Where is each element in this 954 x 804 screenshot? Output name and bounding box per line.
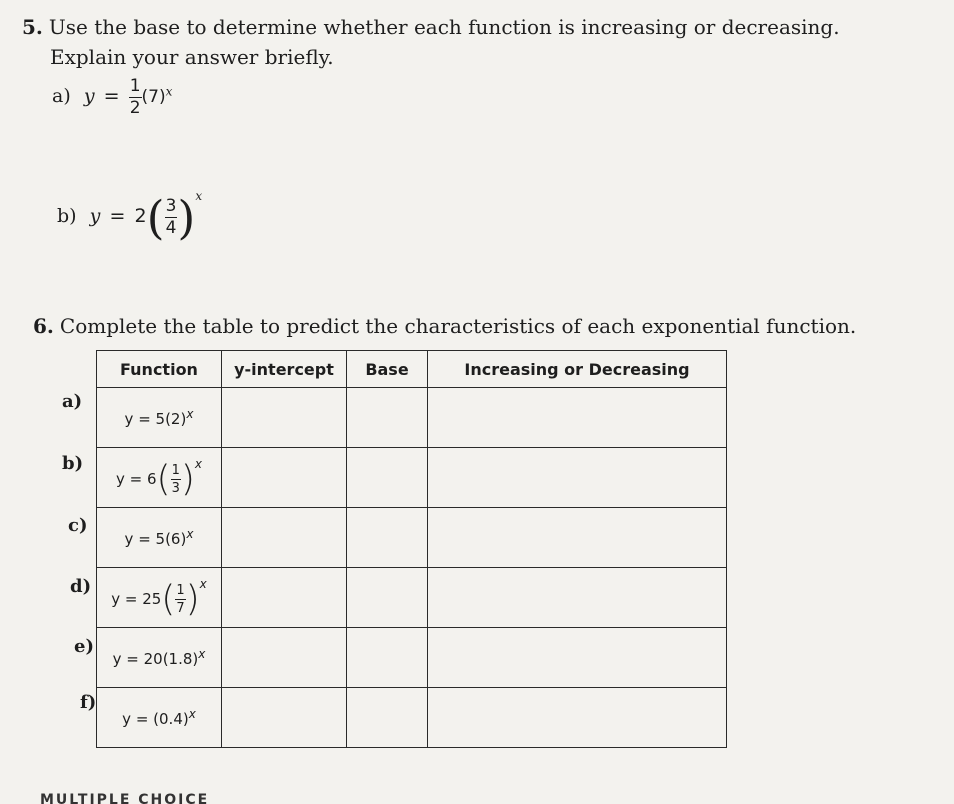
- base-input-f[interactable]: [347, 688, 428, 748]
- function-cell-b: [97, 448, 222, 508]
- q5b-fraction: [165, 198, 178, 237]
- y-intercept-input-f[interactable]: [222, 688, 347, 748]
- function-e-exponent: x: [198, 647, 206, 661]
- function-c-text: y = 5(6): [124, 530, 187, 548]
- function-c-exponent: x: [186, 527, 194, 541]
- q5a: [52, 78, 172, 117]
- trend-input-c[interactable]: [428, 508, 727, 568]
- q5b-numerator: 3: [165, 196, 177, 216]
- q5a-eq: =: [103, 85, 120, 107]
- trend-input-a[interactable]: [428, 388, 727, 448]
- q5a-label: a): [52, 85, 71, 107]
- q5b-coefficient: 2: [134, 205, 147, 227]
- table-row: [97, 388, 727, 448]
- function-f-text: y = (0.4): [122, 710, 189, 728]
- y-intercept-input-c[interactable]: [222, 508, 347, 568]
- q5b-label: b): [57, 205, 77, 227]
- function-cell-e: [97, 628, 222, 688]
- q5a-exponent: x: [165, 84, 173, 99]
- y-intercept-input-e[interactable]: [222, 628, 347, 688]
- header-base: Base: [347, 351, 428, 388]
- table-row: [97, 568, 727, 628]
- table-row: [97, 688, 727, 748]
- function-a-text: y = 5(2): [124, 410, 187, 428]
- base-input-c[interactable]: [347, 508, 428, 568]
- q5b-right-paren: ): [177, 190, 196, 245]
- row-label-f: f): [80, 692, 97, 713]
- q5a-base: (7): [141, 87, 166, 107]
- header-y-intercept: y-intercept: [222, 351, 347, 388]
- row-label-b: b): [62, 453, 84, 474]
- function-cell-d: [97, 568, 222, 628]
- header-increasing-decreasing: Increasing or Decreasing: [428, 351, 727, 388]
- function-d-right-paren: ): [185, 578, 200, 620]
- y-intercept-input-b[interactable]: [222, 448, 347, 508]
- row-label-d: d): [70, 576, 92, 597]
- trend-input-d[interactable]: [428, 568, 727, 628]
- table-row: [97, 628, 727, 688]
- base-input-e[interactable]: [347, 628, 428, 688]
- function-cell-c: [97, 508, 222, 568]
- q5a-numerator: 1: [129, 76, 141, 96]
- q5a-denominator: 2: [129, 98, 141, 118]
- function-b-denominator: 3: [171, 481, 180, 497]
- function-d-denominator: 7: [176, 601, 185, 617]
- function-b-exponent: x: [194, 457, 202, 472]
- function-d-text: y = 25: [111, 590, 162, 609]
- base-input-b[interactable]: [347, 448, 428, 508]
- q5-text-line2: Explain your answer briefly.: [50, 45, 334, 69]
- function-b-text: y = 6: [115, 470, 157, 489]
- header-function: Function: [97, 351, 222, 388]
- base-input-a[interactable]: [347, 388, 428, 448]
- function-e-text: y = 20(1.8): [112, 650, 199, 668]
- q6-line: [33, 311, 856, 341]
- function-cell-f: [97, 688, 222, 748]
- next-section-heading-cut: MULTIPLE CHOICE: [40, 792, 210, 804]
- row-label-a: a): [62, 391, 83, 412]
- function-b-right-paren: ): [180, 458, 195, 500]
- trend-input-b[interactable]: [428, 448, 727, 508]
- q5-text-line1: Use the base to determine whether each function is increasing or decreasing.: [48, 15, 840, 39]
- q5b-left-paren: (: [146, 190, 165, 245]
- q6-number: 6.: [33, 314, 54, 338]
- q5b-denominator: 4: [165, 218, 177, 238]
- table-header-row: [97, 351, 727, 388]
- q5-line1: [22, 12, 840, 42]
- q5-number: 5.: [22, 15, 43, 39]
- y-intercept-input-a[interactable]: [222, 388, 347, 448]
- function-f-exponent: x: [188, 707, 196, 721]
- function-b-left-paren: (: [156, 458, 171, 500]
- q6-text: Complete the table to predict the characteristics of each exponential function.: [59, 314, 857, 338]
- q5b-eq: =: [109, 205, 126, 227]
- function-d-fraction: [175, 584, 185, 615]
- function-b-fraction: [171, 464, 181, 495]
- q5b: [57, 189, 203, 245]
- y-intercept-input-d[interactable]: [222, 568, 347, 628]
- trend-input-e[interactable]: [428, 628, 727, 688]
- table-row: [97, 508, 727, 568]
- row-label-e: e): [74, 636, 94, 657]
- function-cell-a: [97, 388, 222, 448]
- table-row: [97, 448, 727, 508]
- q5a-fraction: [129, 78, 142, 117]
- q5b-y: y: [89, 205, 101, 227]
- characteristics-table: [96, 350, 727, 748]
- function-d-left-paren: (: [161, 578, 176, 620]
- function-d-exponent: x: [199, 577, 207, 592]
- trend-input-f[interactable]: [428, 688, 727, 748]
- function-a-exponent: x: [186, 407, 194, 421]
- q5a-y: y: [83, 85, 95, 107]
- function-b-numerator: 1: [171, 463, 180, 479]
- q5b-exponent: x: [195, 189, 203, 203]
- row-label-c: c): [68, 515, 88, 536]
- base-input-d[interactable]: [347, 568, 428, 628]
- function-d-numerator: 1: [176, 583, 185, 599]
